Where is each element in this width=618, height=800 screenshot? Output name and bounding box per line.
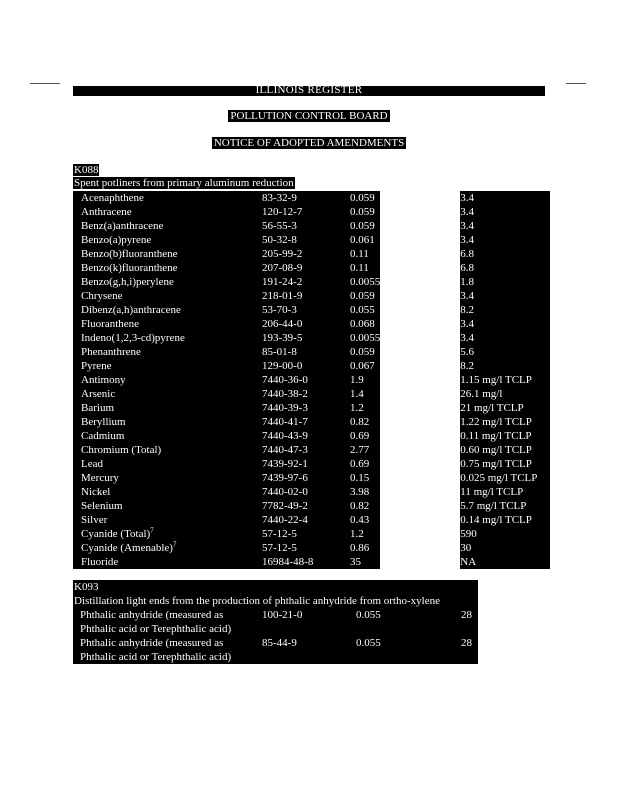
nonwastewater-value: 30: [460, 541, 550, 555]
constituent-name: [73, 401, 262, 415]
column-gap: [380, 443, 460, 457]
table-row: [73, 233, 550, 247]
nonwastewater-value: 6.8: [460, 247, 550, 261]
nonwastewater-value: 21 mg/l TCLP: [460, 401, 550, 415]
wastewater-value: 0.055: [356, 609, 381, 621]
wastewater-value: 35: [350, 555, 380, 569]
cas-number: 85-01-8: [262, 345, 350, 359]
constituent-name: [73, 471, 262, 485]
nonwastewater-value: 1.22 mg/l TCLP: [460, 415, 550, 429]
corner-mark-right: [566, 83, 586, 84]
column-gap: [380, 485, 460, 499]
constituent-name: [73, 247, 262, 261]
constituent-name: [73, 219, 262, 233]
wastewater-value: 0.059: [350, 345, 380, 359]
cas-number: 16984-48-8: [262, 555, 350, 569]
table-row: [73, 527, 550, 541]
constituent-name-text: Benzo(a)pyrene: [81, 234, 152, 246]
constituent-name: [73, 373, 262, 387]
table-row: [73, 401, 550, 415]
column-gap: [380, 457, 460, 471]
constituent-name: Phthalic anhydride (measured as Phthalic acid or Terephthalic acid): [80, 609, 232, 635]
column-gap: [380, 541, 460, 555]
constituent-name-text: Acenaphthene: [81, 192, 144, 204]
column-gap: [380, 401, 460, 415]
nonwastewater-value: 0.75 mg/l TCLP: [460, 457, 550, 471]
waste-code-block-k088: [73, 164, 545, 189]
constituent-name-text: Chrysene: [81, 290, 123, 302]
column-gap: [380, 233, 460, 247]
constituent-name-text: Arsenic: [81, 388, 116, 400]
cas-number: 206-44-0: [262, 317, 350, 331]
nonwastewater-value: 0.025 mg/l TCLP: [460, 471, 550, 485]
table-row: [73, 331, 550, 345]
notice-title: NOTICE OF ADOPTED AMENDMENTS: [213, 137, 405, 149]
table-row: [73, 303, 550, 317]
wastewater-value: 3.98: [350, 485, 380, 499]
constituent-name: [73, 317, 262, 331]
cas-number: 7440-36-0: [262, 373, 350, 387]
constituent-name: [73, 499, 262, 513]
wastewater-value: 0.69: [350, 457, 380, 471]
constituent-name: [73, 513, 262, 527]
table-row: [73, 541, 550, 555]
wastewater-value: 0.068: [350, 317, 380, 331]
nonwastewater-value: 3.4: [460, 191, 550, 205]
cas-number: 218-01-9: [262, 289, 350, 303]
table-row: [73, 513, 550, 527]
constituent-name: [73, 429, 262, 443]
constituent-name-text: Mercury: [81, 472, 119, 484]
cas-number: 129-00-0: [262, 359, 350, 373]
table-row: [73, 485, 550, 499]
constituent-name: [73, 261, 262, 275]
column-gap: [380, 289, 460, 303]
wastewater-value: 2.77: [350, 443, 380, 457]
cas-number: 7439-92-1: [262, 457, 350, 471]
column-gap: [380, 331, 460, 345]
nonwastewater-value: 3.4: [460, 233, 550, 247]
constituent-name-text: Lead: [81, 458, 103, 470]
table-row: [73, 387, 550, 401]
cas-number: 7440-02-0: [262, 485, 350, 499]
wastewater-value: 0.0055: [350, 276, 381, 288]
table-row: [73, 429, 550, 443]
constituent-name-text: Barium: [81, 402, 114, 414]
constituent-name: [73, 443, 262, 457]
constituent-name-text: Selenium: [81, 500, 123, 512]
constituent-name-text: Cyanide (Amenable): [81, 542, 173, 554]
table-row: [73, 415, 550, 429]
board-title: POLLUTION CONTROL BOARD: [230, 110, 388, 122]
wastewater-value: 0.15: [350, 471, 380, 485]
constituent-name: [73, 415, 262, 429]
waste-code: K093: [74, 581, 99, 593]
column-gap: [380, 555, 460, 569]
column-gap: [380, 513, 460, 527]
wastewater-value: 0.69: [350, 429, 380, 443]
column-gap: [380, 373, 460, 387]
cas-number: 207-08-9: [262, 261, 350, 275]
wastewater-value: 0.059: [350, 219, 380, 233]
nonwastewater-value: 8.2: [460, 359, 550, 373]
cas-number: 7440-39-3: [262, 401, 350, 415]
column-gap: [380, 471, 460, 485]
cas-number: 57-12-5: [262, 541, 350, 555]
cas-number: 7440-22-4: [262, 513, 350, 527]
constituents-table-k093: [73, 608, 478, 664]
constituent-name-text: Dibenz(a,h)anthracene: [81, 304, 181, 316]
cas-number: 193-39-5: [262, 331, 350, 345]
wastewater-value: 0.11: [350, 247, 380, 261]
wastewater-value: 0.067: [350, 359, 380, 373]
nonwastewater-value: 0.14 mg/l TCLP: [460, 513, 550, 527]
constituent-name-text: Nickel: [81, 486, 111, 498]
wastewater-value: 0.82: [350, 415, 380, 429]
cas-number: 100-21-0: [262, 609, 303, 621]
column-gap: [380, 415, 460, 429]
constituents-table-k088: [73, 191, 550, 569]
constituent-name-text: Benzo(k)fluoranthene: [81, 262, 178, 274]
wastewater-value: 0.059: [350, 205, 380, 219]
column-gap: [380, 527, 460, 541]
nonwastewater-value: 3.4: [460, 331, 550, 345]
constituent-name: [73, 485, 262, 499]
wastewater-value: 1.2: [350, 401, 380, 415]
cas-number: 191-24-2: [262, 275, 350, 289]
waste-description: Spent potliners from primary aluminum reduction: [74, 177, 294, 189]
table-row: [73, 443, 550, 457]
constituent-name: [73, 387, 262, 401]
nonwastewater-value: 28: [461, 637, 472, 649]
table-row: [73, 608, 478, 636]
cas-number: 57-12-5: [262, 527, 350, 541]
constituent-name: Phthalic anhydride (measured as Phthalic acid or Terephthalic acid): [80, 637, 232, 663]
constituent-name-text: Fluoride: [81, 556, 119, 568]
nonwastewater-value: 5.6: [460, 345, 550, 359]
constituent-name-text: Benz(a)anthracene: [81, 220, 164, 232]
nonwastewater-value: NA: [460, 555, 550, 569]
table-row: [73, 205, 550, 219]
nonwastewater-value: 8.2: [460, 303, 550, 317]
nonwastewater-value: 6.8: [460, 261, 550, 275]
nonwastewater-value: 0.11 mg/l TCLP: [460, 429, 550, 443]
table-row: [73, 219, 550, 233]
constituent-name-text: Indeno(1,2,3-cd)pyrene: [81, 332, 185, 344]
constituent-name-text: Phenanthrene: [81, 346, 141, 358]
constituent-name: [73, 331, 262, 345]
constituent-name: [73, 345, 262, 359]
table-row: [73, 345, 550, 359]
table-row: [73, 373, 550, 387]
footnote-marker: 7: [150, 526, 154, 535]
constituent-name-text: Benzo(g,h,i)perylene: [81, 276, 174, 288]
wastewater-value: 0.055: [356, 637, 381, 649]
cas-number: 7782-49-2: [262, 499, 350, 513]
constituent-name: [73, 191, 262, 205]
nonwastewater-value: 26.1 mg/l: [460, 387, 550, 401]
nonwastewater-value: 1.8: [460, 275, 550, 289]
table-row: [73, 275, 550, 289]
constituent-name: [73, 359, 262, 373]
column-gap: [380, 247, 460, 261]
column-gap: [380, 219, 460, 233]
column-gap: [380, 345, 460, 359]
constituent-name-text: Cyanide (Total): [81, 528, 151, 540]
table-row: [73, 555, 550, 569]
cas-number: 7439-97-6: [262, 471, 350, 485]
constituent-name-text: Cadmium: [81, 430, 125, 442]
table-row: [73, 636, 478, 664]
wastewater-value: 0.43: [350, 513, 380, 527]
constituent-name-text: Beryllium: [81, 416, 126, 428]
wastewater-value: 0.055: [350, 303, 380, 317]
register-title: ILLINOIS REGISTER: [255, 84, 363, 96]
waste-code: K088: [74, 164, 99, 176]
constituent-name-text: Chromium (Total): [81, 444, 162, 456]
nonwastewater-value: 3.4: [460, 219, 550, 233]
cas-number: 205-99-2: [262, 247, 350, 261]
table-row: [73, 499, 550, 513]
constituent-name: [73, 527, 262, 541]
wastewater-value: 1.9: [350, 373, 380, 387]
constituent-name: [73, 233, 262, 247]
table-row: [73, 247, 550, 261]
wastewater-value: 0.061: [350, 233, 380, 247]
table-row: [73, 471, 550, 485]
wastewater-value: 0.11: [350, 261, 380, 275]
constituent-name: [73, 289, 262, 303]
table-row: [73, 289, 550, 303]
constituent-name: [73, 457, 262, 471]
column-gap: [380, 275, 460, 289]
waste-description: Distillation light ends from the production of phthalic anhydride from ortho-xylene: [74, 595, 440, 607]
cas-number: 50-32-8: [262, 233, 350, 247]
column-gap: [380, 429, 460, 443]
nonwastewater-value: 3.4: [460, 205, 550, 219]
footnote-marker: 7: [172, 540, 177, 549]
column-gap: [380, 387, 460, 401]
cas-number: 83-32-9: [262, 191, 350, 205]
nonwastewater-value: 1.15 mg/l TCLP: [460, 373, 550, 387]
cas-number: 7440-43-9: [262, 429, 350, 443]
column-gap: [380, 317, 460, 331]
column-gap: [380, 303, 460, 317]
cas-number: 85-44-9: [262, 637, 297, 649]
wastewater-value: 0.059: [350, 289, 380, 303]
cas-number: 120-12-7: [262, 205, 350, 219]
nonwastewater-value: 590: [460, 527, 550, 541]
nonwastewater-value: 3.4: [460, 289, 550, 303]
column-gap: [380, 261, 460, 275]
column-gap: [380, 191, 460, 205]
corner-mark-left: [30, 83, 60, 84]
constituent-name: [73, 541, 262, 555]
constituent-name-text: Benzo(b)fluoranthene: [81, 248, 178, 260]
column-gap: [380, 499, 460, 513]
column-gap: [380, 205, 460, 219]
wastewater-value: 0.059: [350, 191, 380, 205]
wastewater-value: 1.2: [350, 527, 380, 541]
table-row: [73, 317, 550, 331]
constituent-name-text: Fluoranthene: [81, 318, 140, 330]
cas-number: 7440-47-3: [262, 443, 350, 457]
constituent-name: [73, 205, 262, 219]
constituent-name: [73, 555, 262, 569]
nonwastewater-value: 28: [461, 609, 472, 621]
constituent-name-text: Antimony: [81, 374, 126, 386]
cas-number: 56-55-3: [262, 219, 350, 233]
constituent-name: [73, 303, 262, 317]
table-row: [73, 457, 550, 471]
nonwastewater-value: 5.7 mg/l TCLP: [460, 499, 550, 513]
wastewater-value: 0.0055: [350, 332, 381, 344]
column-gap: [380, 359, 460, 373]
constituent-name-text: Anthracene: [81, 206, 132, 218]
table-row: [73, 191, 550, 205]
wastewater-value: 0.82: [350, 499, 380, 513]
constituent-name-text: Pyrene: [81, 360, 112, 372]
constituent-name-text: Silver: [81, 514, 108, 526]
waste-code-block-k093: [73, 580, 478, 664]
cas-number: 7440-41-7: [262, 415, 350, 429]
table-row: [73, 261, 550, 275]
cas-number: 7440-38-2: [262, 387, 350, 401]
cas-number: 53-70-3: [262, 303, 350, 317]
nonwastewater-value: 0.60 mg/l TCLP: [460, 443, 550, 457]
wastewater-value: 1.4: [350, 387, 380, 401]
wastewater-value: 0.86: [350, 541, 380, 555]
nonwastewater-value: 3.4: [460, 317, 550, 331]
table-row: [73, 359, 550, 373]
constituent-name: [73, 275, 262, 289]
nonwastewater-value: 11 mg/l TCLP: [460, 485, 550, 499]
